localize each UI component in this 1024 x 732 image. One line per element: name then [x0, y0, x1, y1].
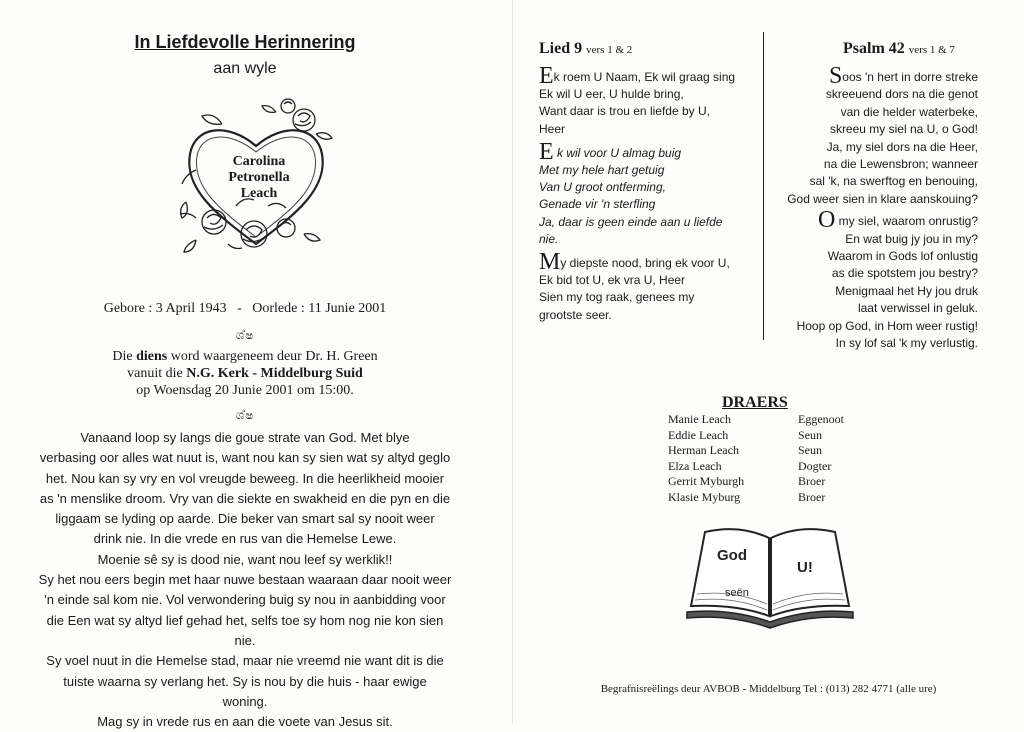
lied-stanza-1: [539, 63, 764, 138]
church-name: N.G. Kerk - Middelburg Suid: [186, 366, 363, 381]
bearer-relation: Dogter: [798, 458, 832, 473]
psalm-line: skreeu my siel na U, o God!: [829, 122, 978, 137]
draers-title: DRAERS: [722, 394, 788, 411]
drop-cap: O: [817, 207, 836, 234]
book-word: God: [717, 547, 747, 564]
bearer-name: Herman Leach: [668, 443, 739, 458]
deceased-name-line: Leach: [240, 186, 278, 201]
psalm-line: as die spotstem jou bestry?: [831, 266, 978, 281]
death-date: Oorlede : 11 Junie 2001: [252, 301, 387, 316]
poem-line: as 'n menslike droom. Vry van die siekte en swakheid en die pyn en die: [39, 490, 451, 506]
service-details: [0, 348, 490, 399]
bearer-relation: Broer: [798, 474, 826, 489]
memorial-title: In Liefdevolle Herinnering: [134, 32, 356, 52]
bearer-name: Gerrit Myburgh: [668, 474, 745, 489]
service-text: vanuit die: [127, 366, 187, 381]
bearer-relation: Seun: [798, 443, 822, 458]
poem-line: tuiste waarna sy verlang het. Sy is nou by die huis - haar ewige: [63, 673, 427, 689]
psalm-line: my siel, waarom onrustig?: [835, 214, 978, 229]
psalm-line: sal 'k, na swerftog en benouing,: [809, 174, 978, 189]
memorial-poem: [14, 428, 476, 732]
left-page: [0, 0, 513, 730]
drop-cap: E: [539, 138, 554, 165]
birth-death-dates: [0, 301, 490, 317]
lied-line: nie.: [539, 231, 559, 246]
poem-line: het. Nou kan sy vry en vol vreugde beweeg. In die heerlikheid mooier: [45, 470, 445, 486]
lied-line: Want daar is trou en liefde by U,: [539, 104, 710, 119]
poem-line: Moenie sê sy is dood nie, want nou leef sy werklik!!: [97, 551, 393, 567]
psalm-title: Psalm 42: [843, 40, 905, 57]
poem-line: nie.: [234, 632, 256, 648]
psalm-line: laat verwissel in geluk.: [857, 301, 978, 316]
lied-verses: vers 1 & 2: [586, 44, 633, 56]
bearer-name: Eddie Leach: [668, 427, 729, 442]
psalm-line: skreeuend dors na die genot: [825, 87, 978, 102]
poem-line: liggaam se lyding op aarde. Die beker van smart sal sy nooit weer: [55, 511, 435, 527]
lied-line: k roem U Naam, Ek wil graag sing: [553, 70, 736, 84]
drop-cap: E: [539, 63, 554, 89]
lied-line: Ek bid tot U, ek vra U, Heer: [539, 273, 686, 288]
lied-line: Heer: [539, 121, 566, 136]
psalm-stanza-1: [771, 63, 978, 208]
ornament-divider: ශ්ෂ: [235, 328, 255, 342]
drop-cap: M: [539, 249, 561, 276]
bearer-name: Elza Leach: [668, 458, 722, 473]
psalm-line: Waarom in Gods lof onlustig: [827, 249, 978, 264]
lied-line: Genade vir 'n sterfling: [539, 197, 656, 212]
bearer-relation: Broer: [798, 489, 826, 504]
psalm-line: van die helder waterbeke,: [840, 104, 978, 119]
poem-line: Sy het nou eers begin met haar nuwe bestaan waaraan daar nooit weer: [38, 572, 452, 588]
poem-line: die Een wat sy altyd lief gehad het, selfs toe sy hom nog nie kon sien: [46, 612, 444, 628]
book-word: U!: [797, 559, 813, 576]
memorial-subtitle: aan wyle: [213, 60, 277, 77]
deceased-name: [196, 154, 322, 202]
psalm-line: Menigmaal het Hy jou druk: [835, 283, 978, 298]
birth-date: Gebore : 3 April 1943: [103, 301, 227, 316]
bearer-relation: Eggenoot: [798, 412, 844, 426]
poem-line: Sy voel nuut in die Hemelse stad, maar nie vreemd nie want dit is die: [46, 653, 444, 669]
right-page: [513, 0, 1024, 724]
lied-line: Van U groot ontferming,: [539, 180, 666, 195]
drop-cap: S: [828, 63, 843, 89]
poem-line: Mag sy in vrede rus en aan die voete van Jesus sit.: [97, 714, 393, 730]
lied-line: Ek wil U eer, U hulde bring,: [539, 87, 684, 102]
lied-stanza-3: [539, 249, 764, 324]
poem-line: woning.: [222, 693, 268, 709]
service-bold: diens: [136, 349, 168, 364]
bearer-name: Klasie Myburg: [668, 489, 741, 504]
lied-heading: [539, 40, 632, 58]
psalm-line: na die Lewensbron; wanneer: [823, 157, 978, 172]
psalm-verses: vers 1 & 7: [908, 44, 955, 56]
bearer-relation: Seun: [798, 427, 822, 442]
psalm-line: oos 'n hert in dorre streke: [842, 70, 978, 84]
psalm-stanza-2: [771, 207, 978, 352]
poem-line: verbasing oor alles wat nuut is, want nou kan sy sien wat sy altyd geglo: [39, 450, 451, 466]
date-separator: -: [237, 301, 242, 316]
lied-line: y diepste nood, bring ek voor U,: [560, 256, 730, 271]
psalm-line: In sy lof sal 'k my verlustig.: [835, 336, 978, 351]
bearer-name: Manie Leach: [668, 412, 731, 426]
lied-line: Sien my tog raak, genees my: [539, 290, 695, 305]
open-bible-illustration: [685, 520, 855, 630]
lied-line: Met my hele hart getuig: [539, 163, 665, 178]
funeral-arrangements-footer: Begrafnisreëlings deur AVBOB - Middelburg Tel : (013) 282 4771 (alle ure): [600, 683, 937, 695]
poem-line: 'n einde sal kom nie. Vol verwondering buig sy nou in aanbidding voor: [44, 592, 446, 608]
psalm-line: Hoop op God, in Hom weer rustig!: [796, 318, 978, 333]
lied-line: k wil voor U almag buig: [553, 145, 682, 160]
service-datetime: op Woensdag 20 Junie 2001 om 15:00.: [136, 383, 354, 398]
ornament-divider: ශ්ෂ: [235, 408, 255, 422]
service-text: Die: [112, 349, 137, 364]
deceased-name-line: Carolina: [232, 154, 286, 169]
lied-title: Lied 9: [539, 40, 583, 57]
psalm-text: [771, 63, 978, 357]
psalm-line: Ja, my siel dors na die Heer,: [826, 139, 978, 154]
psalm-heading: [843, 40, 955, 58]
psalm-line: God weer sien in klare aanskouing?: [787, 191, 978, 206]
poem-line: drink nie. In die vrede en rus van die Hemelse Lewe.: [93, 531, 397, 547]
deceased-name-line: Petronella: [228, 170, 290, 185]
lied-stanza-2: [539, 138, 764, 248]
service-text: word waargeneem deur Dr. H. Green: [167, 349, 378, 364]
lied-line: grootste seer.: [539, 307, 612, 322]
poem-line: Vanaand loop sy langs die goue strate van God. Met blye: [80, 430, 410, 445]
book-word: seën: [725, 587, 749, 599]
lied-line: Ja, daar is geen einde aan u liefde: [539, 214, 723, 229]
column-divider: [763, 32, 764, 340]
lied-text: [539, 63, 764, 330]
psalm-line: En wat buig jy jou in my?: [845, 231, 978, 246]
